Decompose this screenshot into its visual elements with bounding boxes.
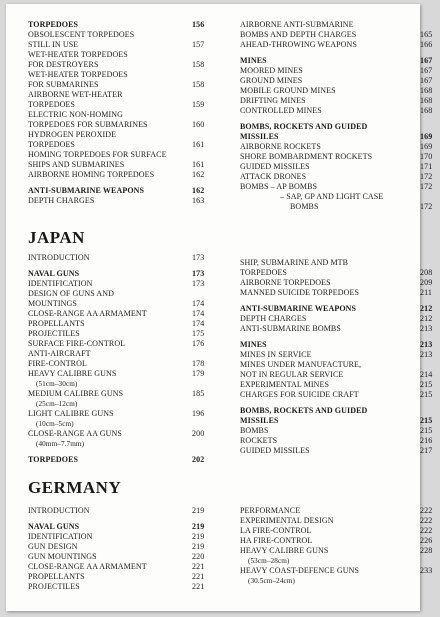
toc-entry xyxy=(28,399,220,409)
toc-entry xyxy=(240,536,440,546)
toc-entry-page-number: 209 xyxy=(420,278,433,287)
toc-entry xyxy=(28,522,220,532)
toc-entry-page-number xyxy=(192,399,220,409)
toc-entry xyxy=(28,50,220,60)
toc-column-germany-right xyxy=(240,506,440,586)
toc-entry-page-number: 168 xyxy=(420,86,433,95)
toc-entry xyxy=(240,20,440,30)
toc-entry xyxy=(28,379,220,389)
toc-entry xyxy=(28,70,220,80)
toc-entry xyxy=(28,253,220,263)
toc-entry-page-number: 219 xyxy=(192,532,205,541)
toc-entry xyxy=(240,86,440,96)
toc-entry-page-number: 173 xyxy=(192,269,205,278)
toc-entry-page-number: 172 xyxy=(420,202,433,211)
toc-entry-title: TORPEDOES xyxy=(240,268,287,277)
toc-entry-title: EXPERIMENTAL DESIGN xyxy=(240,516,334,525)
toc-entry xyxy=(240,370,440,380)
toc-entry-page-number: 221 xyxy=(192,582,205,591)
toc-entry-page-number: 219 xyxy=(192,522,205,531)
toc-entry xyxy=(240,360,440,370)
toc-entry-title: CLOSE-RANGE AA GUNS xyxy=(28,429,122,438)
toc-entry xyxy=(240,172,440,182)
toc-entry-title: (10cm–5cm) xyxy=(36,420,74,428)
toc-entry xyxy=(240,314,440,324)
toc-entry xyxy=(28,349,220,359)
toc-entry-page-number: 222 xyxy=(420,516,433,525)
toc-entry xyxy=(240,30,440,40)
toc-entry xyxy=(28,572,220,582)
toc-entry-title: BOMBS – AP BOMBS xyxy=(240,182,318,191)
toc-entry-page-number: 157 xyxy=(192,40,205,49)
toc-entry-title: CLOSE-RANGE AA ARMAMENT xyxy=(28,309,147,318)
toc-entry-title: PROPELLANTS xyxy=(28,319,85,328)
toc-entry-title: EXPERIMENTAL MINES xyxy=(240,380,330,389)
toc-entry-title: MINES xyxy=(240,340,267,349)
toc-entry-page-number: 172 xyxy=(420,172,433,181)
toc-entry-page-number: 212 xyxy=(420,304,433,313)
toc-entry-page-number: 208 xyxy=(420,268,433,277)
toc-entry-page-number: 216 xyxy=(420,436,433,445)
toc-entry-page-number: 169 xyxy=(420,142,433,151)
toc-entry-page-number: 158 xyxy=(192,80,205,89)
toc-column-japan-right xyxy=(240,258,440,456)
toc-entry xyxy=(240,526,440,536)
toc-entry xyxy=(28,150,220,160)
toc-entry-page-number: 217 xyxy=(420,446,433,455)
toc-entry-page-number: 166 xyxy=(420,40,433,49)
toc-entry xyxy=(240,446,440,456)
toc-entry-page-number: 214 xyxy=(420,370,433,379)
toc-entry-page-number: 168 xyxy=(420,106,433,115)
toc-entry-title: CONTROLLED MINES xyxy=(240,106,322,115)
toc-entry-title: BOMBS, ROCKETS AND GUIDED xyxy=(240,122,368,131)
toc-entry-title: AIRBORNE HOMING TORPEDOES xyxy=(28,170,155,179)
toc-entry-page-number: 162 xyxy=(192,186,205,195)
toc-entry-page-number xyxy=(192,150,220,160)
toc-column-germany-left xyxy=(28,506,220,592)
toc-entry xyxy=(28,552,220,562)
toc-entry xyxy=(240,56,440,66)
toc-entry-title: BOMBS xyxy=(240,426,269,435)
toc-entry-page-number xyxy=(420,360,440,370)
toc-entry xyxy=(28,160,220,170)
toc-entry-title: HA FIRE-CONTROL xyxy=(240,536,313,545)
toc-entry-page-number: 162 xyxy=(192,170,205,179)
toc-entry-title: (40mm–7.7mm) xyxy=(36,440,85,448)
toc-entry-title: HEAVY CALIBRE GUNS xyxy=(28,369,117,378)
toc-entry-page-number xyxy=(192,110,220,120)
toc-entry-title: INTRODUCTION xyxy=(28,506,90,515)
toc-entry-title: IDENTIFICATION xyxy=(28,279,93,288)
toc-entry-page-number: 202 xyxy=(192,455,205,464)
toc-entry-title: STILL IN USE xyxy=(28,40,79,49)
toc-entry-title: INTRODUCTION xyxy=(28,253,90,262)
toc-entry xyxy=(28,429,220,439)
toc-entry-page-number: 172 xyxy=(420,182,433,191)
toc-entry xyxy=(28,369,220,379)
contents-page xyxy=(6,4,433,611)
toc-entry-title: IDENTIFICATION xyxy=(28,532,93,541)
toc-entry-title: DESIGN OF GUNS AND xyxy=(28,289,115,298)
toc-column-top-right xyxy=(240,20,440,212)
toc-entry-page-number: 174 xyxy=(192,319,205,328)
toc-entry xyxy=(28,196,220,206)
toc-entry-page-number xyxy=(420,576,440,586)
toc-entry xyxy=(240,576,440,586)
toc-entry-page-number: 179 xyxy=(192,369,205,378)
toc-entry-page-number: 173 xyxy=(192,253,205,262)
toc-entry-page-number: 174 xyxy=(192,299,205,308)
toc-entry xyxy=(240,192,440,202)
section-title-germany: GERMANY xyxy=(28,478,122,497)
toc-entry-title: SHORE BOMBARDMENT ROCKETS xyxy=(240,152,373,161)
toc-entry xyxy=(240,258,440,268)
toc-entry-title: SURFACE FIRE-CONTROL xyxy=(28,339,126,348)
toc-entry-title: HEAVY CALIBRE GUNS xyxy=(240,546,329,555)
toc-entry-title: ANTI-SUBMARINE WEAPONS xyxy=(240,304,357,313)
toc-entry xyxy=(28,30,220,40)
toc-entry-page-number: 221 xyxy=(192,562,205,571)
toc-entry-title: ANTI-SUBMARINE BOMBS xyxy=(240,324,341,333)
toc-entry-page-number: 169 xyxy=(420,132,433,141)
toc-entry xyxy=(28,319,220,329)
toc-entry xyxy=(28,140,220,150)
toc-entry-title: HOMING TORPEDOES FOR SURFACE xyxy=(28,150,167,159)
toc-entry-page-number: 165 xyxy=(420,30,433,39)
toc-entry-title: MISSILES xyxy=(240,416,279,425)
toc-entry-title: HYDROGEN PEROXIDE xyxy=(28,130,117,139)
toc-entry-title: BOMBS xyxy=(290,202,319,211)
toc-entry-page-number: 212 xyxy=(420,314,433,323)
toc-entry xyxy=(240,40,440,50)
toc-entry-page-number: 222 xyxy=(420,506,433,515)
toc-entry-title: AIRBORNE ROCKETS xyxy=(240,142,321,151)
toc-entry-page-number: 161 xyxy=(192,160,205,169)
toc-entry-page-number xyxy=(192,289,220,299)
toc-entry-page-number: 211 xyxy=(420,288,433,297)
toc-entry-title: CLOSE-RANGE AA ARMAMENT xyxy=(28,562,147,571)
toc-entry-title: TORPEDOES xyxy=(28,100,75,109)
toc-entry xyxy=(240,152,440,162)
toc-entry-title: GROUND MINES xyxy=(240,76,303,85)
toc-entry xyxy=(240,516,440,526)
toc-entry xyxy=(240,506,440,516)
section-title-japan: JAPAN xyxy=(28,228,85,247)
toc-entry xyxy=(28,506,220,516)
toc-entry-title: DEPTH CHARGES xyxy=(240,314,307,323)
toc-entry-page-number: 176 xyxy=(192,339,205,348)
toc-entry-page-number: 163 xyxy=(192,196,205,205)
toc-entry xyxy=(240,350,440,360)
toc-entry-title: PROJECTILES xyxy=(28,329,80,338)
toc-entry-title: CHARGES FOR SUICIDE CRAFT xyxy=(240,390,359,399)
toc-entry-title: WET-HEATER TORPEDOES xyxy=(28,50,128,59)
toc-entry xyxy=(28,130,220,140)
toc-entry-page-number: 228 xyxy=(420,546,433,555)
toc-entry-title: WET-HEATER TORPEDOES xyxy=(28,70,128,79)
toc-entry-page-number: 167 xyxy=(420,76,433,85)
toc-entry-title: DEPTH CHARGES xyxy=(28,196,95,205)
toc-entry xyxy=(240,304,440,314)
toc-entry xyxy=(240,268,440,278)
toc-entry xyxy=(28,409,220,419)
toc-entry-title: DRIFTING MINES xyxy=(240,96,306,105)
toc-entry-page-number: 215 xyxy=(420,380,433,389)
toc-entry xyxy=(240,182,440,192)
toc-entry-title: ROCKETS xyxy=(240,436,278,445)
toc-entry xyxy=(240,546,440,556)
toc-entry xyxy=(28,562,220,572)
toc-entry-page-number xyxy=(420,122,440,132)
toc-entry-page-number xyxy=(420,20,440,30)
toc-entry-page-number xyxy=(192,379,220,389)
toc-entry xyxy=(240,132,440,142)
toc-entry-title: LA FIRE-CONTROL xyxy=(240,526,312,535)
toc-entry-page-number xyxy=(192,90,220,100)
toc-entry-page-number: 159 xyxy=(192,100,205,109)
toc-entry-page-number: 158 xyxy=(192,60,205,69)
toc-entry-title: TORPEDOES xyxy=(28,455,79,464)
toc-entry xyxy=(240,96,440,106)
toc-entry xyxy=(28,40,220,50)
toc-entry-title: MANNED SUICIDE TORPEDOES xyxy=(240,288,360,297)
toc-entry-title: MINES IN SERVICE xyxy=(240,350,312,359)
toc-entry xyxy=(240,556,440,566)
toc-entry-title: (30.5cm–24cm) xyxy=(248,577,296,585)
toc-entry-page-number xyxy=(420,258,440,268)
toc-column-japan-left xyxy=(28,253,220,465)
toc-entry-page-number xyxy=(192,30,220,40)
toc-entry-page-number: 174 xyxy=(192,309,205,318)
toc-entry-title: SHIPS AND SUBMARINES xyxy=(28,160,125,169)
toc-column-top-left xyxy=(28,20,220,206)
toc-entry-title: AIRBORNE ANTI-SUBMARINE xyxy=(240,20,354,29)
toc-entry xyxy=(28,110,220,120)
toc-entry-title: HEAVY COAST-DEFENCE GUNS xyxy=(240,566,360,575)
toc-entry-page-number xyxy=(420,556,440,566)
toc-entry-page-number xyxy=(420,192,440,202)
toc-entry-title: ANTI-SUBMARINE WEAPONS xyxy=(28,186,145,195)
toc-entry-title: ATTACK DRONES xyxy=(240,172,307,181)
toc-entry-page-number: 233 xyxy=(420,566,433,575)
toc-entry-page-number: 215 xyxy=(420,390,433,399)
toc-entry xyxy=(240,278,440,288)
toc-entry-title: MINES xyxy=(240,56,267,65)
toc-entry xyxy=(28,186,220,196)
toc-entry xyxy=(28,100,220,110)
toc-entry-title: PROJECTILES xyxy=(28,582,80,591)
toc-entry-page-number: 221 xyxy=(192,572,205,581)
toc-entry-title: TORPEDOES xyxy=(28,140,75,149)
toc-entry-title: OBSOLESCENT TORPEDOES xyxy=(28,30,135,39)
toc-entry xyxy=(28,60,220,70)
toc-entry-title: GUN DESIGN xyxy=(28,542,78,551)
toc-entry-page-number: 213 xyxy=(420,324,433,333)
toc-entry xyxy=(28,532,220,542)
toc-entry xyxy=(240,66,440,76)
toc-entry-title: TORPEDOES FOR SUBMARINES xyxy=(28,120,148,129)
toc-entry-page-number: 213 xyxy=(420,350,433,359)
toc-entry xyxy=(28,339,220,349)
toc-entry-title: AIRBORNE TORPEDOES xyxy=(240,278,331,287)
toc-entry xyxy=(28,455,220,465)
toc-entry-page-number: 215 xyxy=(420,426,433,435)
toc-entry xyxy=(240,162,440,172)
toc-entry-title: (53cm–28cm) xyxy=(248,557,290,565)
toc-entry-title: MEDIUM CALIBRE GUNS xyxy=(28,389,124,398)
toc-entry-page-number: 220 xyxy=(192,552,205,561)
toc-entry-page-number: 196 xyxy=(192,409,205,418)
toc-entry-title: NAVAL GUNS xyxy=(28,522,80,531)
toc-entry xyxy=(240,288,440,298)
toc-entry xyxy=(240,436,440,446)
toc-entry-title: NOT IN REGULAR SERVICE xyxy=(240,370,344,379)
toc-entry xyxy=(28,439,220,449)
toc-entry-title: LIGHT CALIBRE GUNS xyxy=(28,409,114,418)
toc-entry-title: MISSILES xyxy=(240,132,279,141)
toc-entry xyxy=(240,426,440,436)
toc-entry xyxy=(28,20,220,30)
toc-entry-title: MOUNTINGS xyxy=(28,299,77,308)
toc-entry-page-number: 219 xyxy=(192,542,205,551)
toc-entry xyxy=(240,106,440,116)
toc-entry-page-number: 168 xyxy=(420,96,433,105)
toc-entry-title: GUN MOUNTINGS xyxy=(28,552,97,561)
toc-entry-page-number: 222 xyxy=(420,526,433,535)
toc-entry xyxy=(240,416,440,426)
toc-entry-page-number xyxy=(192,439,220,449)
toc-entry-title: NAVAL GUNS xyxy=(28,269,80,278)
toc-entry xyxy=(240,142,440,152)
toc-entry-title: PERFORMANCE xyxy=(240,506,301,515)
toc-entry-page-number xyxy=(192,419,220,429)
toc-entry-page-number: 167 xyxy=(420,66,433,75)
toc-entry-page-number: 173 xyxy=(192,279,205,288)
toc-entry-page-number: 160 xyxy=(192,120,205,129)
toc-entry-title: AIRBORNE WET-HEATER xyxy=(28,90,123,99)
toc-entry-page-number xyxy=(192,130,220,140)
toc-entry xyxy=(28,299,220,309)
toc-entry xyxy=(28,90,220,100)
toc-entry-page-number: 185 xyxy=(192,389,205,398)
toc-entry-page-number: 161 xyxy=(192,140,205,149)
toc-entry-page-number xyxy=(192,50,220,60)
toc-entry xyxy=(240,202,440,212)
toc-entry-title: ELECTRIC NON-HOMING xyxy=(28,110,124,119)
toc-entry-title: FIRE-CONTROL xyxy=(28,359,87,368)
toc-entry xyxy=(28,359,220,369)
toc-entry-title: SHIP, SUBMARINE AND MTB xyxy=(240,258,349,267)
toc-entry xyxy=(28,582,220,592)
toc-entry-page-number: 200 xyxy=(192,429,205,438)
toc-entry-title: BOMBS AND DEPTH CHARGES xyxy=(240,30,357,39)
toc-entry-page-number: 175 xyxy=(192,329,205,338)
toc-entry-title: PROPELLANTS xyxy=(28,572,85,581)
toc-entry xyxy=(240,324,440,334)
toc-entry-page-number: 215 xyxy=(420,416,433,425)
toc-entry xyxy=(240,380,440,390)
toc-entry-page-number xyxy=(192,70,220,80)
toc-entry xyxy=(28,80,220,90)
toc-entry xyxy=(240,76,440,86)
toc-entry-title: GUIDED MISSILES xyxy=(240,162,310,171)
toc-entry-page-number: 170 xyxy=(420,152,433,161)
toc-entry-page-number xyxy=(192,349,220,359)
toc-entry-page-number xyxy=(420,406,440,416)
toc-entry-page-number: 156 xyxy=(192,20,205,29)
toc-entry xyxy=(240,390,440,400)
toc-entry-title: MOORED MINES xyxy=(240,66,303,75)
toc-entry-page-number: 213 xyxy=(420,340,433,349)
toc-entry xyxy=(28,389,220,399)
toc-entry xyxy=(28,419,220,429)
toc-entry-title: – SAP, GP AND LIGHT CASE xyxy=(280,192,384,201)
toc-entry-title: TORPEDOES xyxy=(28,20,79,29)
toc-entry-page-number: 219 xyxy=(192,506,205,515)
toc-entry-title: AHEAD-THROWING WEAPONS xyxy=(240,40,357,49)
toc-entry xyxy=(28,269,220,279)
toc-entry-title: BOMBS, ROCKETS AND GUIDED xyxy=(240,406,368,415)
toc-entry xyxy=(28,329,220,339)
toc-entry xyxy=(28,279,220,289)
toc-entry-title: (51cm–30cm) xyxy=(36,380,78,388)
toc-entry xyxy=(28,289,220,299)
toc-entry xyxy=(240,122,440,132)
toc-entry-page-number: 226 xyxy=(420,536,433,545)
toc-entry-title: GUIDED MISSILES xyxy=(240,446,310,455)
toc-entry xyxy=(28,120,220,130)
toc-entry xyxy=(28,542,220,552)
toc-entry-title: FOR SUBMARINES xyxy=(28,80,99,89)
toc-entry-title: MINES UNDER MANUFACTURE, xyxy=(240,360,362,369)
toc-entry xyxy=(28,170,220,180)
toc-entry xyxy=(28,309,220,319)
toc-entry-page-number: 178 xyxy=(192,359,205,368)
toc-entry xyxy=(240,340,440,350)
toc-entry-title: (25cm–12cm) xyxy=(36,400,78,408)
toc-entry-title: ANTI-AIRCRAFT xyxy=(28,349,91,358)
toc-entry-page-number: 167 xyxy=(420,56,433,65)
toc-entry-title: FOR DESTROYERS xyxy=(28,60,99,69)
toc-entry-page-number: 171 xyxy=(420,162,433,171)
toc-entry-title: MOBILE GROUND MINES xyxy=(240,86,336,95)
toc-entry xyxy=(240,566,440,576)
toc-entry xyxy=(240,406,440,416)
